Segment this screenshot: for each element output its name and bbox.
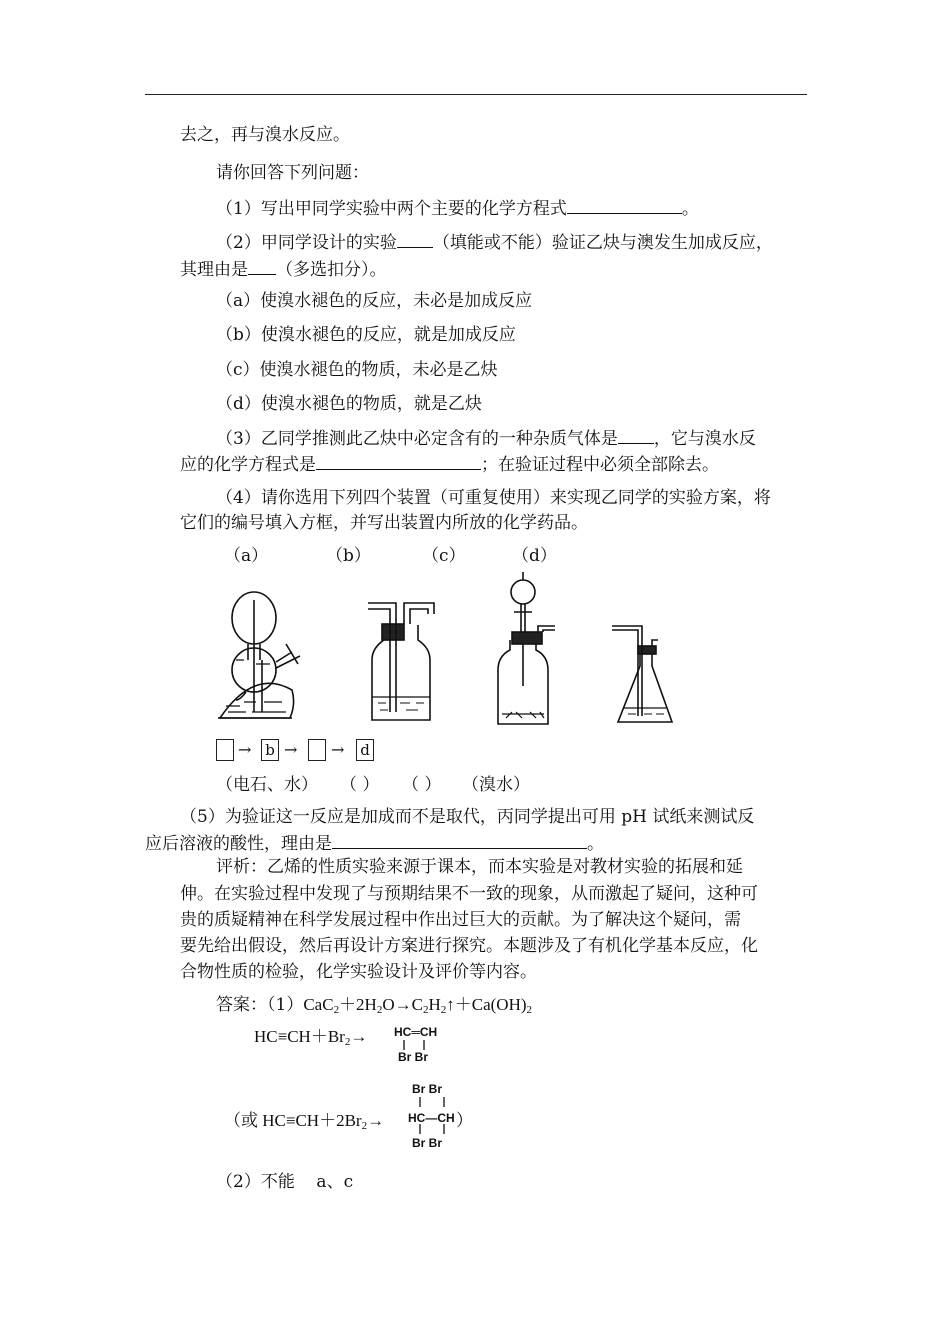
apparatus-label-d: （d） — [512, 546, 557, 566]
answer-label: 答案： — [216, 995, 267, 1015]
question-3-text: ；在验证过程中必须全部除去。 — [481, 455, 719, 475]
reagent-4: （溴水） — [462, 775, 530, 795]
question-2-text: （2）甲同学设计的实验 — [216, 233, 397, 253]
question-5-text: 应后溶液的酸性，理由是 — [145, 834, 332, 854]
analysis-line: 合物性质的检验，化学实验设计及评价等内容。 — [180, 962, 537, 982]
flow-arrow: → — [331, 740, 345, 759]
analysis-line: 评析：乙烯的性质实验来源于课本，而本实验是对教材实验的拓展和延 — [216, 857, 743, 877]
reagent-3: （ ） — [402, 775, 442, 795]
dibromoethene-structure-bottom: Br Br — [398, 1050, 429, 1064]
equation-1: $CaC_2+2H_2O\to C_2H_2↑+Ca(OH)_2$ — [303, 995, 533, 1016]
flow-box-2[interactable]: b — [261, 739, 279, 761]
question-3-text: （3）乙同学推测此乙炔中必定含有的一种杂质气体是 — [216, 429, 618, 449]
option-b: （b）使溴水褪色的反应，就是加成反应 — [216, 325, 516, 345]
question-4: （4）请你选用下列四个装置（可重复使用）来实现乙同学的实验方案，将 — [216, 488, 771, 508]
answer-prefix: （1） — [267, 995, 304, 1015]
answer-2: （2）不能 a、c — [216, 1172, 354, 1192]
question-1-text: （1）写出甲同学实验中两个主要的化学方程式 — [216, 199, 567, 219]
equation-3-close: ） — [456, 1111, 473, 1130]
option-c: （c）使溴水褪色的物质，未必是乙炔 — [216, 360, 498, 380]
tetrabromoethane-structure-bottom: Br Br — [412, 1136, 443, 1150]
apparatus-label-b: （b） — [326, 546, 371, 566]
option-a: （a）使溴水褪色的反应，未必是加成反应 — [216, 291, 533, 311]
question-3-text: 应的化学方程式是 — [180, 455, 316, 475]
question-3-text: ，它与溴水反 — [653, 429, 756, 449]
option-d: （d）使溴水褪色的物质，就是乙炔 — [216, 394, 482, 414]
reagent-1: （电石、水） — [216, 775, 318, 795]
flow-arrow: → — [284, 740, 298, 759]
reagent-2: （ ） — [340, 775, 380, 795]
analysis-line: 贵的质疑精神在科学发展过程中作出过巨大的贡献。为了解决这个疑问，需 — [180, 910, 741, 930]
question-5-end: 。 — [587, 834, 604, 854]
equation-2: $HC\equiv CH+Br_2\to$ — [254, 1027, 368, 1048]
tetrabromoethane-structure-mid: HC—CH — [408, 1111, 455, 1125]
text-line: 去之，再与溴水反应。 — [180, 125, 350, 145]
apparatus-label-c: （c） — [422, 546, 466, 566]
question-5: （5）为验证这一反应是加成而不是取代，丙同学提出可用 pH 试纸来测试反 — [180, 807, 755, 827]
analysis-line: 伸。在实验过程中发现了与预期结果不一致的现象，从而激起了疑问，这种可 — [180, 884, 758, 904]
question-1-end: 。 — [681, 199, 699, 219]
flow-arrow: → — [238, 740, 252, 759]
tetrabromoethane-structure-top: Br Br — [412, 1082, 443, 1096]
question-2-text: 其理由是 — [180, 260, 248, 280]
question-4-cont: 它们的编号填入方框，并写出装置内所放的化学药品。 — [180, 513, 588, 533]
dibromoethene-structure-top: HC═CH — [394, 1025, 438, 1039]
analysis-line: 要先给出假设，然后再设计方案进行探究。本题涉及了有机化学基本反应，化 — [180, 936, 758, 956]
equation-3: （或 $HC\equiv CH+2Br_2\to$ — [224, 1111, 385, 1132]
question-2-text: （多选扣分）。 — [276, 260, 387, 280]
text-line: 请你回答下列问题： — [216, 163, 369, 183]
flow-box-4[interactable]: d — [356, 739, 374, 761]
question-2-text: （填能或不能）验证乙炔与澳发生加成反应， — [432, 233, 773, 253]
apparatus-label-a: （a） — [224, 546, 269, 566]
